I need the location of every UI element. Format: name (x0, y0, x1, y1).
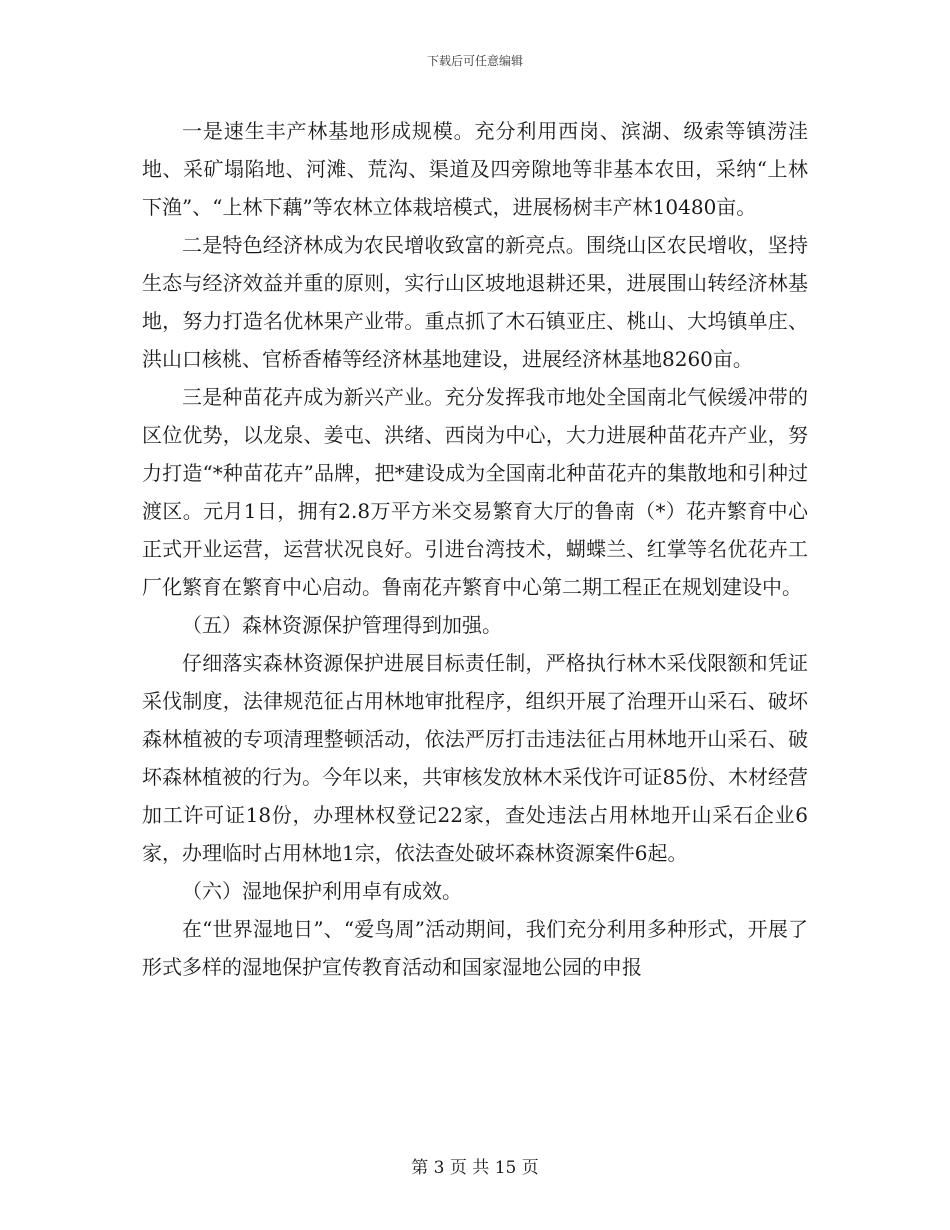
document-body (142, 112, 808, 986)
section-heading-wetland: （六）湿地保护利用卓有成效。 (182, 879, 462, 903)
paragraph-economic-forest: 二是特色经济林成为农民增收致富的新亮点。围绕山区农民增收，坚持生态与经济效益并重的原则，实行山区坡地退耕还果，进展围山转经济林基地，努力打造名优林果产业带。重点抓了木石镇亚庄、桃山、大坞镇单庄、洪山口核桃、官桥香椿等经济林基地建设，进展经济林基地8260亩。 (142, 233, 808, 371)
paragraph-fast-growing-forest: 一是速生丰产林基地形成规模。充分利用西岗、滨湖、级索等镇涝洼地、采矿塌陷地、河滩、荒沟、渠道及四旁隙地等非基本农田，采纳“上林下渔”、“上林下藕”等农林立体栽培模式，进展杨树丰产林10480亩。 (142, 119, 808, 219)
paragraph-wetland: 在“世界湿地日”、“爱鸟周”活动期间，我们充分利用多种形式，开展了形式多样的湿地保护宣传教育活动和国家湿地公园的申报 (142, 917, 808, 979)
paragraph-seedlings-flowers: 三是种苗花卉成为新兴产业。充分发挥我市地处全国南北气候缓冲带的区位优势，以龙泉、姜屯、洪绪、西岗为中心，大力进展种苗花卉产业，努力打造“*种苗花卉”品牌，把*建设成为全国南北种苗花卉的集散地和引种过渡区。元月1日，拥有2.8万平方米交易繁育大厅的鲁南（*）花卉繁育中心正式开业运营，运营状况良好。引进台湾技术，蝴蝶兰、红掌等名优花卉工厂化繁育在繁育中心启动。鲁南花卉繁育中心第二期工程正在规划建设中。 (142, 385, 808, 599)
header-note: 下载后可任意编辑 (426, 54, 523, 68)
page-footer: 第 3 页 共 15 页 (411, 1158, 539, 1178)
section-heading-forest-protection: （五）森林资源保护管理得到加强。 (182, 613, 502, 637)
paragraph-forest-protection: 仔细落实森林资源保护进展目标责任制，严格执行林木采伐限额和凭证采伐制度，法律规范征占用林地审批程序，组织开展了治理开山采石、破坏森林植被的专项清理整顿活动，依法严厉打击违法征占用林地开山采石、破坏森林植被的行为。今年以来，共审核发放林木采伐许可证85份、木材经营加工许可证18份，办理林权登记22家，查处违法占用林地开山采石企业6家，办理临时占用林地1宗，依法查处破坏森林资源案件6起。 (142, 651, 808, 865)
